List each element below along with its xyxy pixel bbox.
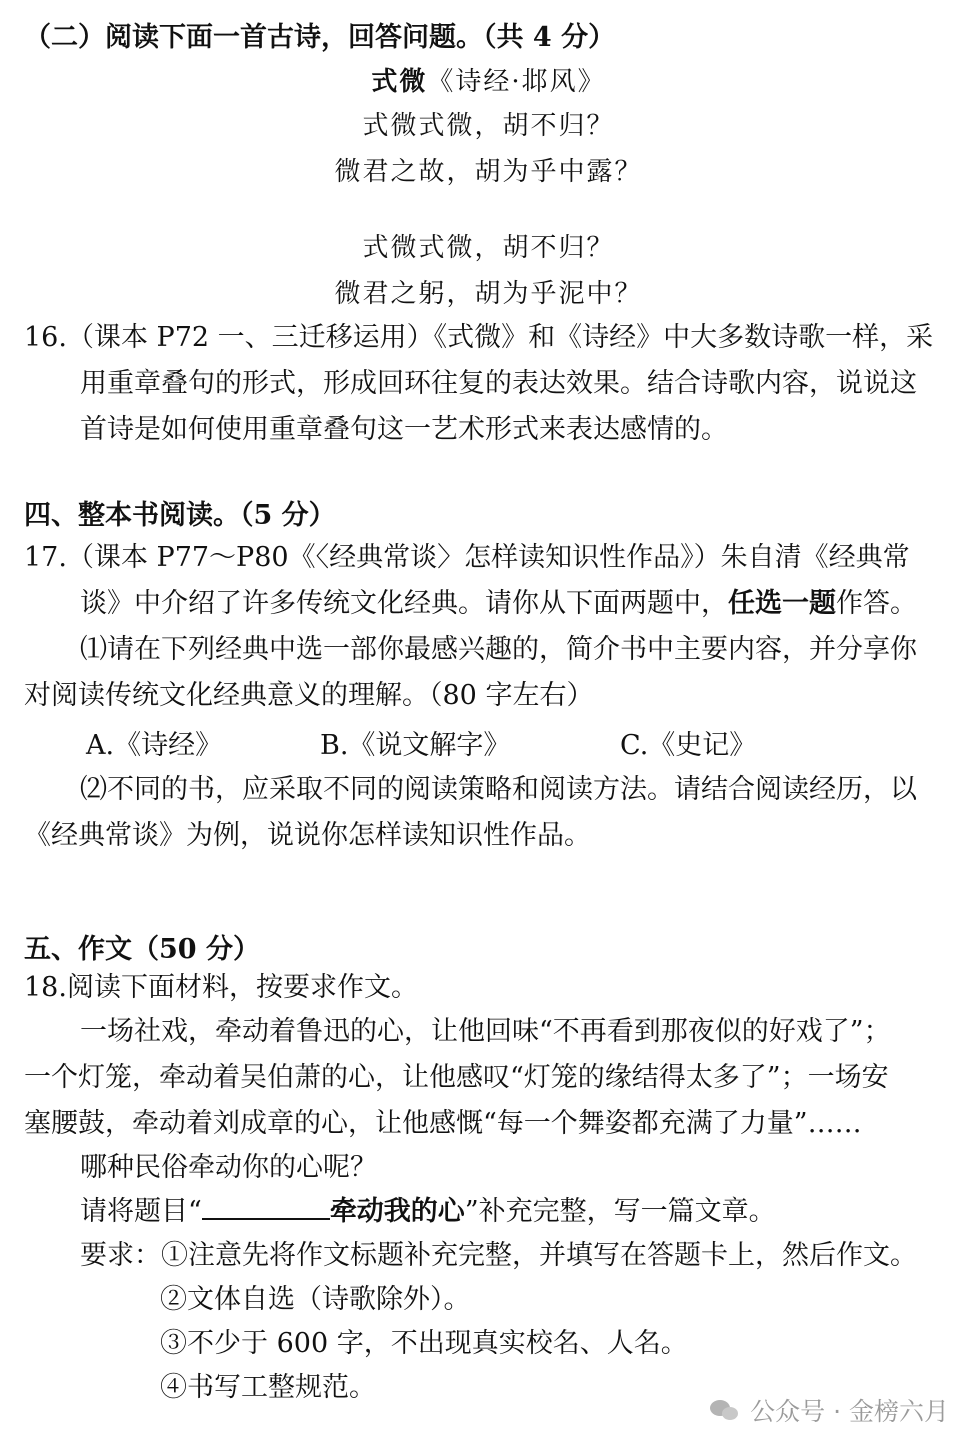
question-16-text: 首诗是如何使用重章叠句这一艺术形式来表达感情的。 [80,414,728,445]
choice-b: B.《说文解字》 [320,730,511,761]
poem-source: 《诗经·邶风》 [427,67,606,97]
requirement-4: ④书写工整规范。 [160,1372,376,1403]
question-17-text-part: 谈》中介绍了许多传统文化经典。请你从下面两题中， [80,588,728,619]
question-17-text-part: 作答。 [836,588,917,619]
option-2-text: 《经典常谈》为例，说说你怎样读知识性作品。 [24,820,591,851]
requirement-1: 要求：①注意先将作文标题补充完整，并填写在答题卡上，然后作文。 [80,1240,917,1271]
question-18-intro: 18.阅读下面材料，按要求作文。 [24,972,418,1003]
title-bold-text: 牵动我的心 [329,1196,465,1227]
poem-line: 微君之躬，胡为乎泥中？ [334,279,643,309]
title-instruction-prefix: 请将题目“ [80,1196,202,1227]
section-heading-composition: 五、作文（50 分） [24,934,260,965]
choice-c: C.《史记》 [620,730,757,761]
requirement-3: ③不少于 600 字，不出现真实校名、人名。 [160,1328,688,1359]
material-text: 一个灯笼，牵动着吴伯萧的心，让他感叹“灯笼的缘结得太多了”；一场安 [24,1062,889,1093]
choice-a: A.《诗经》 [86,730,223,761]
emphasis-choose-one: 任选一题 [728,588,836,619]
title-instruction [80,1194,776,1230]
option-2-text: ⑵不同的书，应采取不同的阅读策略和阅读方法。请结合阅读经历，以 [80,774,917,805]
section-heading-poem-reading: （二）阅读下面一首古诗，回答问题。（共 4 分） [24,22,616,53]
question-17-text: 17.（课本 P77～P80《〈经典常谈〉怎样读知识性作品》）朱自清《经典常 [24,542,910,573]
material-text: 一场社戏，牵动着鲁迅的心，让他回味“不再看到那夜似的好戏了”； [80,1016,891,1047]
poem-title: 式微 [371,67,428,97]
section-heading-whole-book: 四、整本书阅读。（5 分） [24,500,336,531]
question-16-text: 用重章叠句的形式，形成回环往复的表达效果。结合诗歌内容，说说这 [80,368,917,399]
title-instruction-suffix: ”补充完整，写一篇文章。 [464,1196,776,1227]
poem-line: 式微式微，胡不归？ [362,111,615,141]
poem-line: 微君之故，胡为乎中露？ [334,157,643,187]
option-1-text: 对阅读传统文化经典意义的理解。（80 字左右） [24,680,594,711]
poem-title-line [0,64,977,100]
option-1-text: ⑴请在下列经典中选一部你最感兴趣的，简介书中主要内容，并分享你 [80,634,917,665]
material-text: 塞腰鼓，牵动着刘成章的心，让他感慨“每一个舞姿都充满了力量”…… [24,1108,862,1139]
watermark-text: 公众号 · 金榜六月 [750,1397,949,1426]
wechat-icon [710,1398,740,1422]
question-17-text [80,586,917,622]
title-blank [202,1194,330,1220]
question-16-text: 16.（课本 P72 一、三迁移运用）《式微》和《诗经》中大多数诗歌一样，采 [24,322,934,353]
watermark [710,1392,949,1428]
requirement-2: ②文体自选（诗歌除外）。 [160,1284,471,1315]
poem-line: 式微式微，胡不归？ [362,233,615,263]
material-question: 哪种民俗牵动你的心呢？ [80,1152,377,1183]
